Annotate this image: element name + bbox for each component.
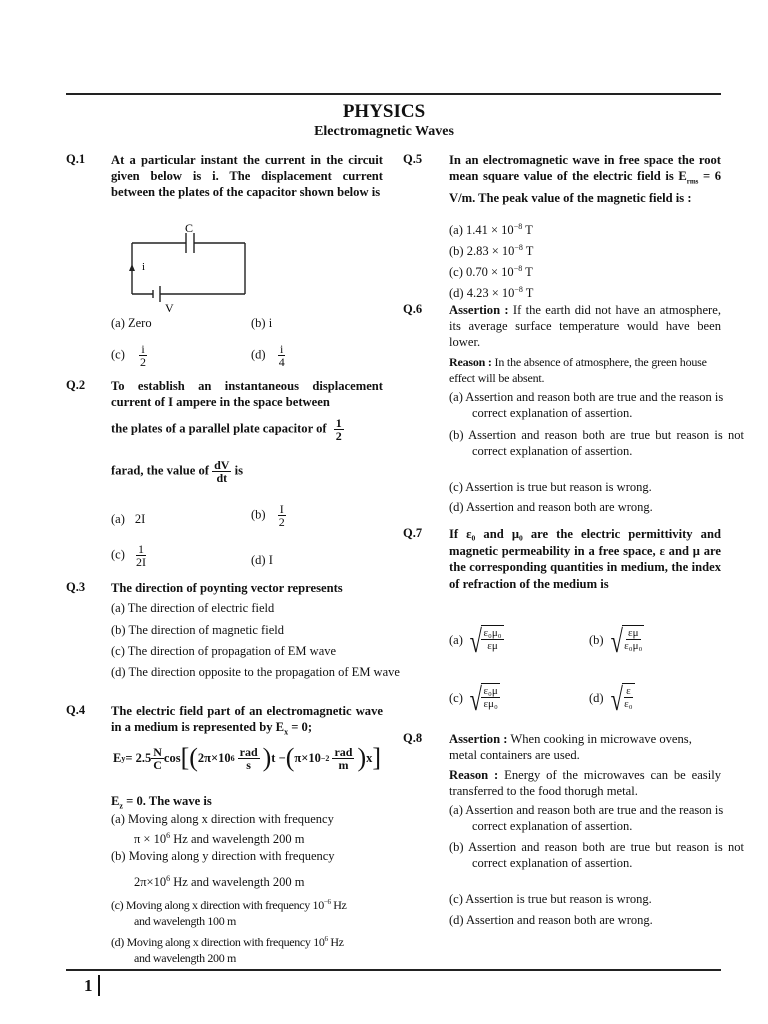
q5-number: Q.5 <box>403 152 423 166</box>
q7-option-d[interactable]: (d) √ $\frac{\varepsilon}{\text{ε₀}}$ <box>589 681 633 717</box>
q2-text-2: the plates of a parallel plate capacitor of $\frac{1}{2}$ <box>111 416 342 443</box>
q4-option-a[interactable]: (a) Moving along x direction with frequency $\pi \times 10^6$ Hz and wavelength 200 m <box>111 812 334 846</box>
q2-option-a[interactable]: (a) 2I <box>111 512 146 526</box>
q5-option-b[interactable]: (b) $2.83 \times 10^{-8}$ T <box>449 243 534 259</box>
q4-equation: E y = 2.5 $\frac{N}{C}$ cos [( 2π×10 6 $\frac{\text{rad}}{s}$ ) t − ( π×10 −2 $\frac{\text{rad}}{m}$ ) x ] <box>113 743 382 772</box>
q2-option-d[interactable]: (d) I <box>251 553 273 567</box>
q3-option-b[interactable]: (b) The direction of magnetic field <box>111 623 284 637</box>
q2-option-b[interactable]: (b) $\frac{I}{2}$ <box>251 502 285 529</box>
q6-option-b[interactable]: (b) Assertion and reason both are true but reason is not correct explanation of assertion. <box>449 428 744 458</box>
q4-ez-text: $E_z = 0$. The wave is <box>111 794 212 811</box>
q4-option-b[interactable]: (b) Moving along y direction with frequency $2\pi\times 10^6$ Hz and wavelength 200 m <box>111 849 335 889</box>
q5-text: In an electromagnetic wave in free space the root mean square value of the electric field is $E_{rms} = 6$ V/m. The peak value of the magnetic field is : <box>449 153 721 205</box>
q3-option-a[interactable]: (a) The direction of electric field <box>111 601 275 615</box>
q7-option-b[interactable]: (b) √ $\frac{\varepsilon\mu}{\text{ε₀μ₀}}$ <box>589 623 643 659</box>
q4-number: Q.4 <box>66 703 86 717</box>
q8-reason: Reason : Energy of the microwaves can be easily transferred to the food thorugh metal. <box>449 768 722 798</box>
page-number: 1 <box>84 976 93 995</box>
q3-text: The direction of poynting vector represents <box>111 581 343 595</box>
page-subtitle: Electromagnetic Waves <box>314 124 454 139</box>
q4-option-d[interactable]: (d) Moving along x direction with frequency $10^6$ Hz and wavelength 200 m <box>111 935 344 965</box>
q7-option-a[interactable]: (a) √ $\frac{\text{ε₀μ₀}}{\varepsilon\mu}$ <box>449 623 502 659</box>
q1-option-c-fraction: $\frac{i}{2}$ <box>140 342 146 369</box>
q1-option-a[interactable]: (a) Zero <box>111 316 152 330</box>
q6-reason: Reason : In the absence of atmosphere, the green house effect will be absent. <box>449 355 707 385</box>
q5-option-d[interactable]: (d) $4.23 \times 10^{-8}$ T <box>449 285 534 301</box>
q7-option-c[interactable]: (c) √ $\frac{\text{ε₀μ}}{\text{εμ₀}}$ <box>449 681 498 717</box>
q4-option-c[interactable]: (c) Moving along x direction with frequency $10^{-6}$ Hz and wavelength 100 m <box>111 898 347 928</box>
bottom-rule <box>66 969 721 971</box>
q2-option-c[interactable]: (c) $\frac{1}{2I}$ <box>111 542 146 569</box>
q3-option-c[interactable]: (c) The direction of propagation of EM wave <box>111 644 337 658</box>
q2-dvdt-fraction: $\frac{dV}{dt}$ <box>214 458 230 485</box>
q8-option-b[interactable]: (b) Assertion and reason both are true but reason is not correct explanation of assertion. <box>449 840 744 870</box>
q1-option-b[interactable]: (b) i <box>251 316 273 330</box>
q7-text: If ε₀ and μ₀ are the electric permittivity and magnetic permeability in a free space, ε and μ are the corresponding quantities in medium, the index of refraction of the medium is <box>449 527 721 591</box>
q4-text: The electric field part of an electromagnetic wave in a medium is represented by $E_x = 0$; <box>111 704 383 737</box>
q2-text-1: To establish an instantaneous displacement current of I ampere in the space between <box>111 379 383 409</box>
q2-text-3: farad, the value of $\frac{dV}{dt}$ is <box>111 458 244 485</box>
page-number-divider <box>98 975 100 996</box>
q1-option-d[interactable] <box>251 343 287 368</box>
page-title: PHYSICS <box>342 101 426 122</box>
q8-assertion: Assertion : When cooking in microwave ovens, metal containers are used. <box>449 732 692 762</box>
q7-number: Q.7 <box>403 526 423 540</box>
q1-option-c[interactable] <box>111 343 148 368</box>
voltage-label: V <box>165 301 174 315</box>
top-rule <box>66 93 721 95</box>
q8-option-c[interactable]: (c) Assertion is true but reason is wrong. <box>449 892 652 906</box>
q8-number: Q.8 <box>403 731 423 745</box>
q6-option-d[interactable]: (d) Assertion and reason both are wrong. <box>449 500 653 514</box>
capacitor-label: C <box>185 221 194 235</box>
current-label: i <box>142 261 146 273</box>
q2-capacitance-fraction: $\frac{1}{2}$ <box>335 416 342 443</box>
q3-option-d[interactable]: (d) The direction opposite to the propagation of EM wave <box>111 665 400 679</box>
q1-option-d-fraction: $\frac{i}{4}$ <box>278 342 285 369</box>
q6-option-a[interactable]: (a) Assertion and reason both are true and the reason is correct explanation of assertion. <box>449 390 724 420</box>
q8-option-a[interactable]: (a) Assertion and reason both are true and the reason is correct explanation of assertion. <box>449 803 724 833</box>
q1-option-c-label: (c) <box>111 347 125 362</box>
q1-number: Q.1 <box>66 152 86 166</box>
q1-text: At a particular instant the current in the circuit given below is i. The displacement current between the plates of the capacitor shown below is <box>111 153 383 199</box>
q6-number: Q.6 <box>403 302 423 316</box>
q8-option-d[interactable]: (d) Assertion and reason both are wrong. <box>449 913 653 927</box>
q3-number: Q.3 <box>66 580 86 594</box>
circuit-diagram <box>118 220 258 315</box>
q2-number: Q.2 <box>66 378 86 392</box>
q5-option-c[interactable]: (c) $0.70 \times 10^{-8}$ T <box>449 264 533 280</box>
q5-option-a[interactable]: (a) $1.41 \times 10^{-8}$ T <box>449 222 533 238</box>
q6-assertion: Assertion : If the earth did not have an atmosphere, its average surface temperature would have been lower. <box>449 303 721 349</box>
q6-option-c[interactable]: (c) Assertion is true but reason is wrong. <box>449 480 652 494</box>
q1-option-d-label: (d) <box>251 347 266 362</box>
